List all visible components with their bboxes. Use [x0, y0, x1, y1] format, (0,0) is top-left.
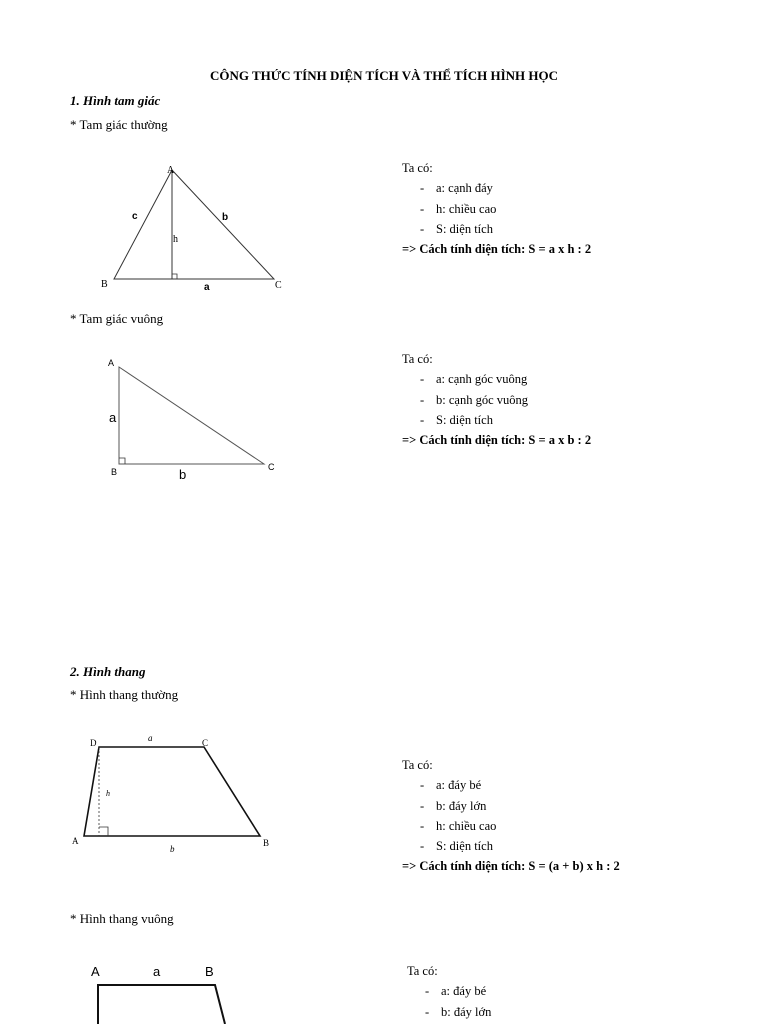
info-intro: Ta có:	[402, 352, 433, 366]
section-heading-trapezoid: 2. Hình thang	[70, 664, 146, 679]
list-item	[402, 219, 591, 239]
vertex-a-label: A	[167, 165, 175, 176]
list-item-text: a: cạnh góc vuông	[436, 372, 528, 387]
list-item	[402, 775, 620, 795]
area-formula: => Cách tính diện tích: S = a x h : 2	[402, 242, 592, 257]
list-item	[402, 836, 620, 856]
subheading-regular-trapezoid: * Hình thang thường	[70, 687, 179, 702]
subheading-right-trapezoid: * Hình thang vuông	[70, 911, 174, 926]
trapezoid-outline	[84, 747, 260, 836]
section-heading-triangle: 1. Hình tam giác	[70, 93, 161, 108]
right-triangle-diagram	[100, 350, 290, 485]
list-item-text: b: đáy lớn	[436, 798, 487, 813]
list-item-text: S: diện tích	[436, 221, 493, 236]
list-item	[407, 1002, 491, 1022]
right-triangle-info	[402, 349, 591, 450]
right-trapezoid-info	[407, 961, 491, 1022]
vertex-b-label: B	[101, 279, 108, 290]
vertex-c-label: C	[202, 738, 209, 748]
triangle-outline	[114, 170, 274, 279]
list-item-text: a: đáy bé	[441, 984, 487, 999]
right-angle-mark	[119, 458, 125, 464]
right-trapezoid-diagram	[85, 958, 245, 1024]
info-intro: Ta có:	[402, 758, 433, 772]
regular-trapezoid-info	[402, 755, 620, 877]
list-item	[402, 199, 591, 219]
page-title: CÔNG THỨC TÍNH DIỆN TÍCH VÀ THỂ TÍCH HÌNH HỌC	[209, 68, 559, 83]
list-item-text: S: diện tích	[436, 412, 493, 427]
list-item-text: h: chiều cao	[436, 818, 497, 833]
info-intro: Ta có:	[407, 964, 438, 978]
vertex-d-label: D	[90, 738, 97, 748]
subheading-regular-triangle: * Tam giác thường	[70, 117, 168, 132]
info-intro: Ta có:	[402, 161, 433, 175]
side-c-label: c	[132, 211, 138, 222]
height-h-label: h	[106, 789, 110, 798]
vertex-c-label: C	[268, 462, 275, 472]
right-angle-mark	[172, 274, 177, 279]
list-item	[402, 410, 591, 430]
list-item-text: b: đáy lớn	[441, 1004, 492, 1019]
side-b-label: b	[222, 212, 229, 223]
regular-triangle-diagram	[100, 160, 300, 300]
vertex-a-label: A	[108, 358, 115, 368]
list-item	[402, 796, 620, 816]
list-item	[402, 369, 591, 389]
regular-triangle-info	[402, 158, 591, 259]
height-h-label: h	[173, 234, 178, 245]
list-item	[402, 390, 591, 410]
list-item-text: S: diện tích	[436, 839, 493, 854]
list-item	[402, 816, 620, 836]
list-item-text: b: cạnh góc vuông	[436, 392, 528, 407]
list-item	[402, 178, 591, 198]
list-item	[407, 981, 491, 1001]
list-item-text: a: cạnh đáy	[436, 181, 493, 196]
triangle-outline	[119, 367, 264, 464]
trapezoid-outline	[98, 985, 225, 1024]
vertex-b-label: B	[205, 964, 214, 979]
subheading-right-triangle: * Tam giác vuông	[70, 311, 164, 326]
side-b-label: b	[170, 844, 175, 854]
side-a-label: a	[148, 733, 153, 743]
area-formula: => Cách tính diện tích: S = (a + b) x h : 2	[402, 859, 620, 874]
vertex-b-label: B	[111, 467, 118, 477]
side-a-label: a	[109, 410, 117, 425]
list-item-text: h: chiều cao	[436, 201, 497, 216]
vertex-b-label: B	[263, 838, 270, 848]
side-a-label: a	[153, 964, 161, 979]
area-formula: => Cách tính diện tích: S = a x b : 2	[402, 433, 592, 448]
vertex-a-label: A	[72, 836, 79, 846]
side-b-label: b	[179, 467, 187, 482]
vertex-a-label: A	[91, 964, 100, 979]
vertex-c-label: C	[275, 280, 282, 291]
list-item-text: a: đáy bé	[436, 778, 482, 793]
side-a-label: a	[204, 282, 210, 293]
regular-trapezoid-diagram	[70, 730, 280, 855]
right-angle-mark	[99, 827, 108, 836]
